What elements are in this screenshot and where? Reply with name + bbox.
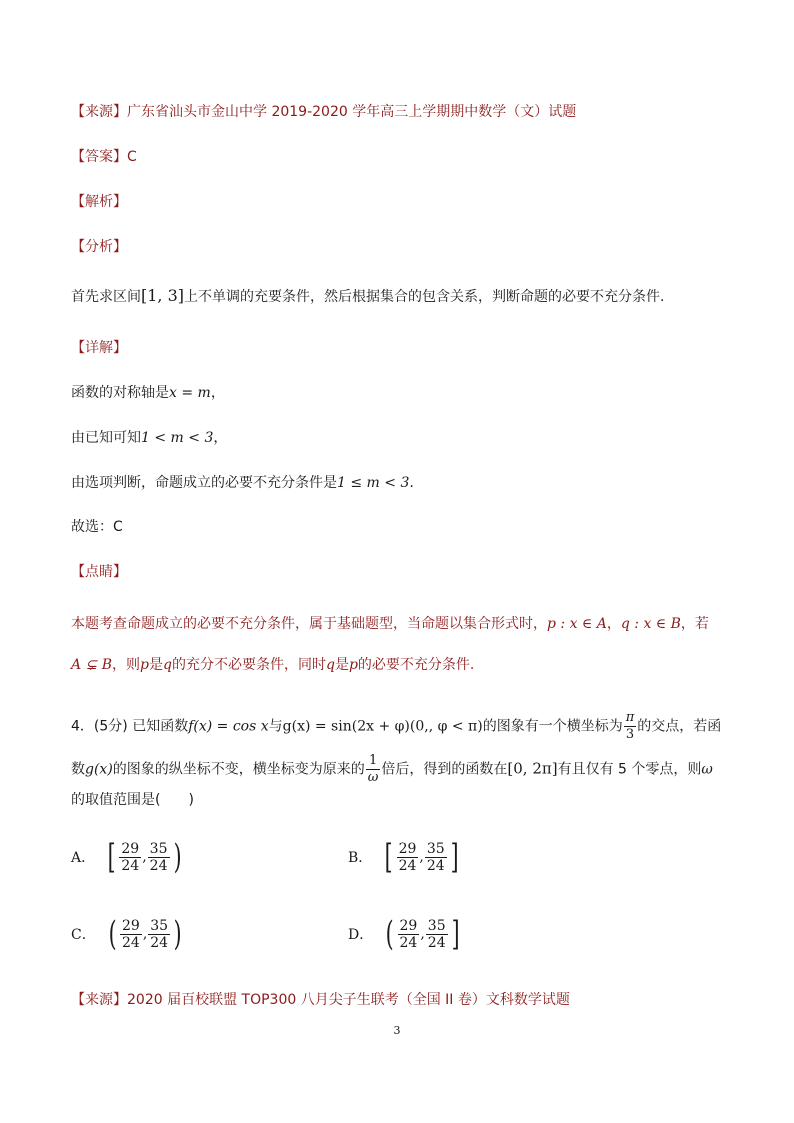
fenxi-text [71,286,664,307]
detail-l1-text: 函数的对称轴是 [71,385,169,401]
comment-l2-e: 的必要不充分条件. [357,657,475,673]
question-line-3: 的取值范围是( ) [71,792,194,808]
question-l1-post: 的交点，若函 [637,718,722,735]
comment-l1-p: p : x ∈ A [547,616,607,632]
frac-num: 29 [121,840,140,857]
frac-den: ω [367,770,379,785]
option-d-comma: , [420,926,425,942]
option-b-left-bracket: [ [384,837,393,877]
comment-l2-p2: p [348,657,358,673]
option-b-frac-2 [425,841,447,874]
option-a-left-bracket: [ [107,837,116,877]
option-c-label: C． [71,927,96,943]
frac-num: 35 [427,917,446,934]
detail-l3-math: 1 ≤ m < 3 [337,475,410,491]
comment-l2-subset: A ⊊ B [71,657,113,673]
source-line-2 [71,990,570,1010]
option-d-right-bracket: ] [451,914,460,954]
option-a-label: A． [71,850,96,866]
comment-l1-q: q : x ∈ B [620,616,681,632]
source-tag: 【来源】 [71,104,127,120]
comment-l2-p: p [140,657,149,673]
question-l2-pre: 数 [71,761,85,778]
option-a[interactable] [71,837,184,877]
detail-l2-post: ， [213,430,228,446]
detail-tag: 【详解】 [71,340,127,356]
question-frac-1-omega [366,753,381,786]
frac-num: 29 [398,840,417,857]
detail-line-1 [71,383,225,403]
frac-den: 24 [399,934,418,951]
detail-line-3 [71,473,414,493]
frac-den: 24 [427,934,446,951]
option-c-frac-2 [148,918,170,951]
frac-num: 35 [150,917,169,934]
option-b-label: B． [348,850,373,866]
question-l2-g: g(x) [85,761,113,778]
analysis-tag: 【解析】 [71,194,127,210]
comment-l2-q: q [163,657,172,673]
detail-line-4: 故选：C [71,519,123,535]
frac-den: 24 [121,857,140,874]
comment-l1-text: 本题考查命题成立的必要不充分条件，属于基础题型，当命题以集合形式时， [71,616,547,632]
question-frac-pi-3 [624,710,637,743]
comment-l1-mid: ， [606,616,621,632]
detail-l1-math: x = m [169,385,211,401]
question-l2-omega: ω [701,761,713,778]
question-g: g(x) = sin(2x + φ)(0,, φ < π) [282,718,483,735]
comment-l2-q2: q [325,657,335,673]
comment-l2-a: ，则 [112,657,141,673]
comment-l2-b: 是 [149,657,163,673]
option-c-right-bracket: ) [173,914,182,954]
frac-den: 24 [149,857,168,874]
fenxi-post: 上不单调的充要条件，然后根据集合的包含关系，判断命题的必要不充分条件. [184,289,665,305]
frac-num: 35 [149,840,168,857]
detail-l3-post: . [409,475,414,491]
frac-num: 35 [426,840,445,857]
option-c-frac-1 [120,918,142,951]
fenxi-pre: 首先求区间 [71,289,141,305]
option-d-frac-2 [426,918,448,951]
question-line-1 [71,710,721,743]
option-c-left-bracket: ( [108,914,117,954]
option-b-comma: , [419,849,424,865]
comment-line-1 [71,614,709,634]
option-a-frac-2 [148,841,170,874]
answer-tag: 【答案】 [71,149,127,165]
option-b[interactable] [348,837,461,877]
option-a-frac-1 [119,841,141,874]
comment-l2-d: 是 [334,657,349,673]
source2-text: 2020 届百校联盟 TOP300 八月尖子生联考（全国 II 卷）文科数学试题 [127,992,570,1008]
fenxi-tag: 【分析】 [71,239,127,255]
option-c[interactable] [71,914,184,954]
question-line-2 [71,753,713,786]
detail-l2-text: 由已知可知 [71,430,141,446]
fenxi-interval: [1, 3] [141,286,185,305]
option-a-comma: , [142,849,147,865]
option-d-left-bracket: ( [385,914,394,954]
question-number: 4．(5分) 已知函数 [71,718,189,735]
frac-den: 24 [426,857,445,874]
question-l2-mid: 的图象的纵坐标不变，横坐标变为原来的 [112,761,365,778]
page-number: 3 [393,1024,401,1037]
source-line [71,102,576,122]
question-l2-interval: [0, 2π] [507,759,558,778]
frac-num: 1 [366,753,381,770]
source-text: 广东省汕头市金山中学 2019-2020 学年高三上学期期中数学（文）试题 [127,104,577,120]
option-b-right-bracket: ] [450,837,459,877]
detail-l2-math: 1 < m < 3 [141,430,214,446]
option-a-right-bracket: ) [173,837,182,877]
option-d-label: D． [348,927,374,943]
question-l2-post: 有且仅有 5 个零点，则 [557,761,702,778]
option-d-frac-1 [398,918,420,951]
question-l2-mid2: 倍后，得到的函数在 [381,761,508,778]
frac-num: 29 [121,917,140,934]
comment-tag: 【点睛】 [71,564,127,580]
question-f: f(x) = cos x [188,718,269,735]
frac-num: 29 [399,917,418,934]
comment-l1-post: ，若 [680,616,709,632]
comment-line-2 [71,655,474,675]
detail-l3-text: 由选项判断，命题成立的必要不充分条件是 [71,475,337,491]
frac-den: 24 [150,934,169,951]
question-mid: 的图象有一个横坐标为 [482,718,623,735]
source2-tag: 【来源】 [71,992,127,1008]
detail-line-2 [71,428,227,448]
option-b-frac-1 [397,841,419,874]
frac-den: 24 [398,857,417,874]
comment-l2-c: 的充分不必要条件，同时 [171,657,326,673]
option-d[interactable] [348,914,462,954]
frac-den: 24 [121,934,140,951]
answer-value: C [127,149,137,165]
question-and: 与 [268,718,283,735]
frac-num: π [625,710,635,725]
answer-line [71,147,137,167]
detail-l1-post: ， [210,385,225,401]
frac-den: 3 [625,727,635,742]
option-c-comma: , [142,926,148,942]
